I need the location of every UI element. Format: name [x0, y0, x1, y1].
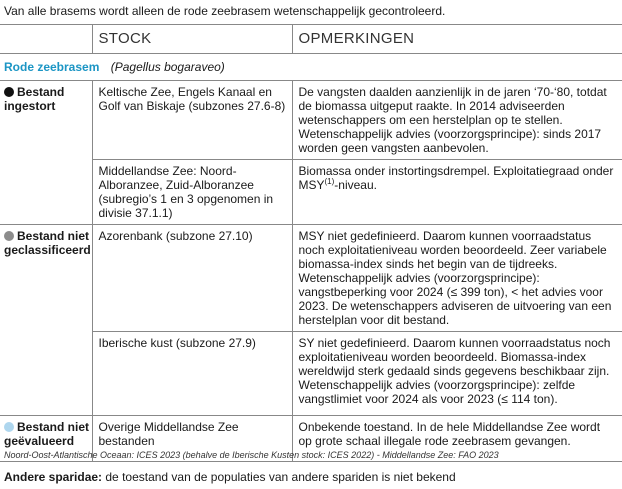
source-note: Noord-Oost-Atlantische Oceaan: ICES 2023 (behalve de Iberische Kusten stock: ICES 2022) - Middellandse Zee: FAO 2023 — [4, 450, 499, 460]
status-dot-gray-icon — [4, 231, 14, 241]
table-row — [0, 332, 622, 416]
remark-cell: SY niet gedefinieerd. Daarom kunnen voorraadstatus noch exploitatieniveau worden beoordeeld. Biomassa-index wereldwijd sterk gedaald sinds gegevens beschikbaar zijn. Wetenschappelijk advies (voorzorgsprincipe): zelfde vangstlimiet voor 2024 als voor 2023 (≤ 114 ton). — [292, 332, 622, 416]
footer-text: de toestand van de populaties van andere spariden is niet bekend — [102, 470, 456, 484]
status-collapsed: Bestand ingestort — [0, 81, 92, 225]
species-latin: (Pagellus bogaraveo) — [110, 60, 225, 74]
stock-cell: Azorenbank (subzone 27.10) — [92, 225, 292, 332]
stock-cell: Overige Middellandse Zee bestanden — [92, 416, 292, 462]
stock-cell: Middellandse Zee: Noord-Alboranzee, Zuid-Alboranzee (subregio’s 1 en 3 opgenomen in divisie 37.1.1) — [92, 160, 292, 225]
species-row — [0, 54, 622, 81]
table-header — [0, 25, 622, 54]
table-row — [0, 160, 622, 225]
table-row — [0, 81, 622, 160]
status-unevaluated: Bestand niet geëvalueerd — [0, 416, 92, 462]
table-row — [0, 225, 622, 332]
intro-text: Van alle brasems wordt alleen de rode zeebrasem wetenschappelijk gecontroleerd. — [4, 4, 446, 18]
stock-cell: Keltische Zee, Engels Kanaal en Golf van Biskaje (subzones 27.6-8) — [92, 81, 292, 160]
footer-note — [4, 470, 456, 484]
status-dot-light-icon — [4, 422, 14, 432]
remark-cell: De vangsten daalden aanzienlijk in de jaren ‘70-‘80, totdat de biomassa uitgeput raakte. In 2014 adviseerden wetenschappers om een herstelplan op te stellen. Wetenschappelijk advies (voorzorgsprincipe): sinds 2017 worden geen vangsten aanbevolen. — [292, 81, 622, 160]
stock-cell: Iberische kust (subzone 27.9) — [92, 332, 292, 416]
header-remarks: OPMERKINGEN — [292, 25, 622, 54]
remark-cell: Biomassa onder instortingsdrempel. Exploitatiegraad onder MSY$^{(1)}$-niveau. — [292, 160, 622, 225]
header-stock: STOCK — [92, 25, 292, 54]
species-name: Rode zeebrasem — [4, 60, 100, 74]
status-dot-black-icon — [4, 87, 14, 97]
footer-label: Andere sparidae: — [4, 470, 103, 484]
status-unclassified: Bestand niet geclassificeerd — [0, 225, 92, 416]
remark-cell: MSY niet gedefinieerd. Daarom kunnen voorraadstatus noch exploitatieniveau worden beoordeeld. Zeer variabele biomassa-index sinds het begin van de tijdreeks. Wetenschappelijk advies (voorzorgsprincipe): vangstbeperking voor 2024 (≤ 399 ton), < het advies voor 2023. De wetenschappers adviseren de uitvoering van een herstelplan voor dit bestand. — [292, 225, 622, 332]
stock-table — [0, 24, 622, 462]
remark-cell: Onbekende toestand. In de hele Middellandse Zee wordt op grote schaal illegale rode zeebrasem gevangen. — [292, 416, 622, 462]
